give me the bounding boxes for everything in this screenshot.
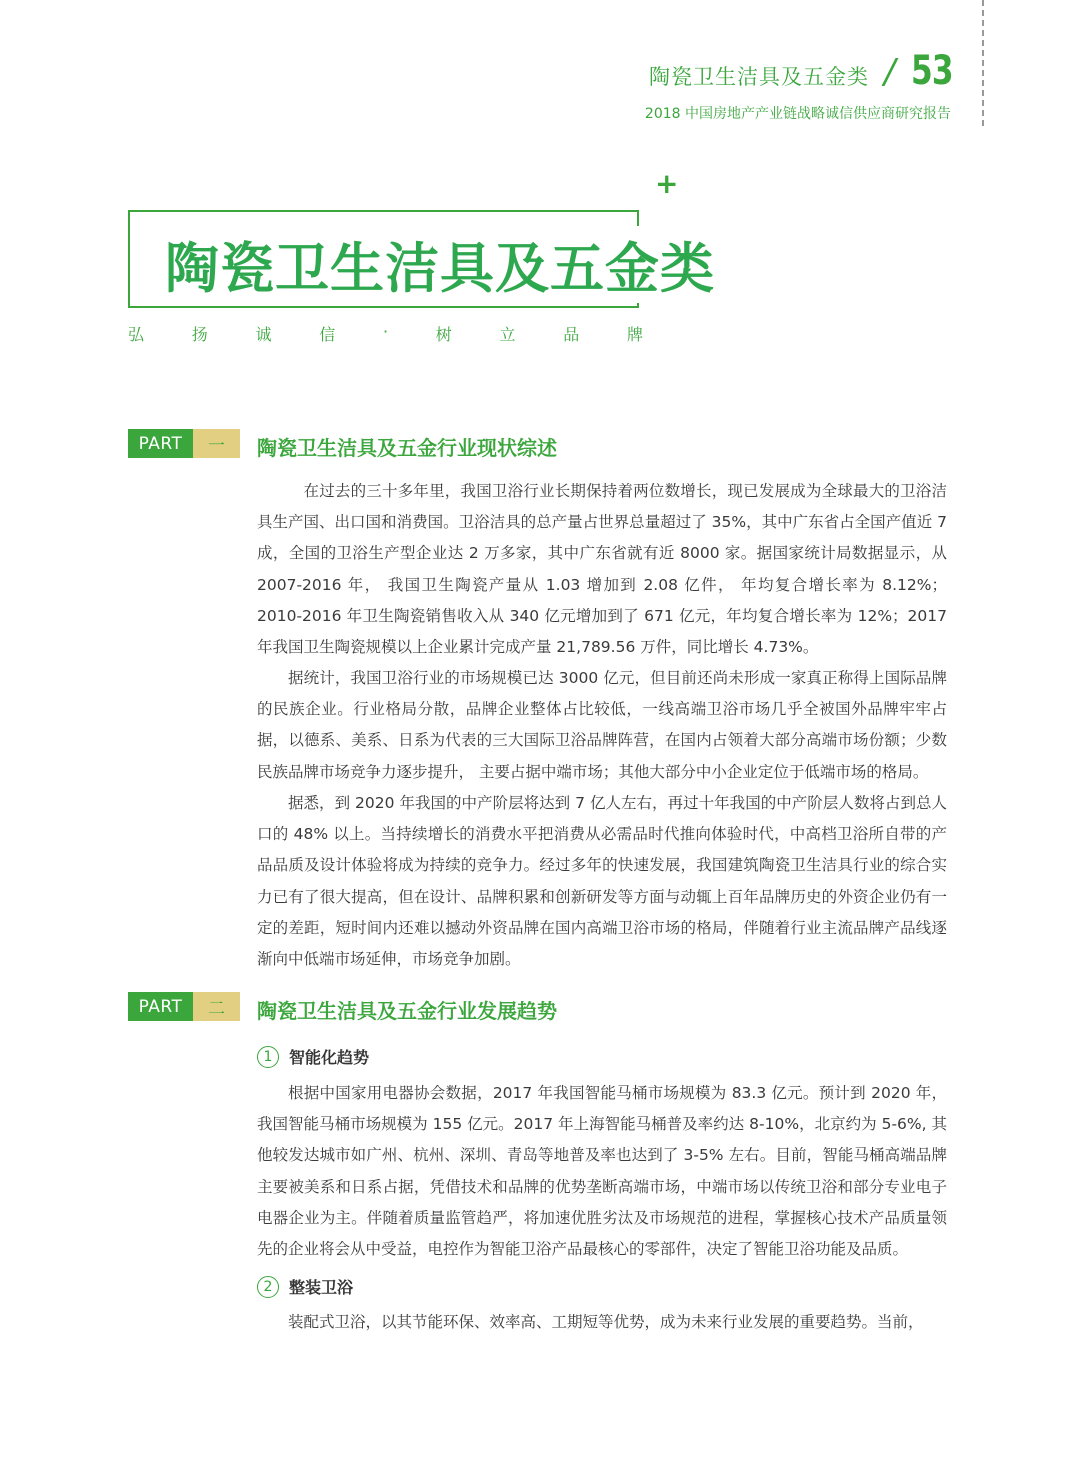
section-title-1: 陶瓷卫生洁具及五金行业现状综述 bbox=[257, 436, 557, 460]
part-number: 一 bbox=[193, 429, 240, 458]
paragraph: 根据中国家用电器协会数据，2017 年我国智能马桶市场规模为 83.3 亿元。预计到 2020 年，我国智能马桶市场规模为 155 亿元。2017 年上海智能马桶普及率约达 8-10%，北京约为 5-6%, 其他较发达城市如广州、杭州、深圳、青岛等地普及率也达到了 3-5% 左右。目前，智能马桶高端品牌主要被美系和日系占据，凭借技术和品牌的优势垄断高端市场，中端市场以传统卫浴和部分专业电子电器企业为主。伴随着质量监管趋严，将加速优胜劣汰及市场规范的进程，掌握核心技术产品质量领先的企业将会从中受益，电控作为智能卫浴产品最核心的零部件，决定了智能卫浴功能及品质。 bbox=[257, 1084, 947, 1259]
dashed-divider bbox=[982, 0, 984, 126]
part-label: PART bbox=[128, 992, 193, 1021]
motto-char: 品 bbox=[563, 325, 580, 344]
header-slash: / bbox=[884, 52, 896, 92]
page-number: 53 bbox=[911, 48, 953, 94]
motto-char: 弘 bbox=[128, 325, 145, 344]
motto-char: 扬 bbox=[191, 325, 208, 344]
paragraph: 据悉，到 2020 年我国的中产阶层将达到 7 亿人左右，再过十年我国的中产阶层人数将占到总人口的 48% 以上。当持续增长的消费水平把消费从必需品时代推向体验时代，中高档卫浴所自带的产品品质及设计体验将成为持续的竞争力。经过多年的快速发展，我国建筑陶瓷卫生洁具行业的综合实力已有了很大提高，但在设计、品牌积累和创新研发等方面与动辄上百年品牌历史的外资企业仍有一定的差距，短时间内还难以撼动外资品牌在国内高端卫浴市场的格局，伴随着行业主流品牌产品线逐渐向中低端市场延伸，市场竞争加剧。 bbox=[257, 794, 947, 969]
paragraph: 装配式卫浴，以其节能环保、效率高、工期短等优势，成为未来行业发展的重要趋势。当前， bbox=[288, 1313, 924, 1331]
motto-char: 树 bbox=[435, 325, 452, 344]
paragraph: 据统计，我国卫浴行业的市场规模已达 3000 亿元，但目前还尚未形成一家真正称得上国际品牌的民族企业。行业格局分散，品牌企业整体占比较低，一线高端卫浴市场几乎全被国外品牌牢牢占据，以德系、美系、日系为代表的三大国际卫浴品牌阵营，在国内占领着大部分高端市场份额；少数民族品牌市场竞争力逐步提升， 主要占据中端市场；其他大部分中小企业定位于低端市场的格局。 bbox=[257, 669, 947, 781]
plus-icon: + bbox=[655, 167, 679, 200]
motto-char: · bbox=[382, 322, 389, 341]
header-section-title: 陶瓷卫生洁具及五金类 bbox=[649, 65, 869, 89]
subsection-heading-1 bbox=[257, 1045, 369, 1068]
part-label: PART bbox=[128, 429, 193, 458]
motto bbox=[128, 322, 643, 345]
part-number: 二 bbox=[193, 992, 240, 1021]
report-title: 2018 中国房地产产业链战略诚信供应商研究报告 bbox=[644, 106, 951, 122]
subsection-title: 整装卫浴 bbox=[289, 1278, 354, 1297]
part-badge-1 bbox=[128, 429, 240, 458]
motto-char: 信 bbox=[319, 325, 336, 344]
chapter-title: 陶瓷卫生洁具及五金类 bbox=[165, 226, 719, 303]
paragraph: 在过去的三十多年里，我国卫浴行业长期保持着两位数增长，现已发展成为全球最大的卫浴洁具生产国、出口国和消费国。卫浴洁具的总产量占世界总量超过了 35%，其中广东省占全国产值近 7 成，全国的卫浴生产型企业达 2 万多家，其中广东省就有近 8000 家。据国家统计局数据显示，从 2007-2016 年， 我国卫生陶瓷产量从 1.03 增加到 2.08 亿件， 年均复合增长率为 8.12%； 2010-2016 年卫生陶瓷销售收入从 340 亿元增加到了 671 亿元，年均复合增长率为 12%；2017 年我国卫生陶瓷规模以上企业累计完成产量 21,789.56 万件，同比增长 4.73%。 bbox=[257, 482, 947, 657]
circled-number-icon: 1 bbox=[257, 1046, 279, 1068]
motto-char: 牌 bbox=[626, 325, 643, 344]
part-badge-2 bbox=[128, 992, 240, 1021]
circled-number-icon: 2 bbox=[257, 1276, 279, 1298]
section-title-2: 陶瓷卫生洁具及五金行业发展趋势 bbox=[257, 999, 557, 1023]
motto-char: 诚 bbox=[255, 325, 272, 344]
subsection-heading-2 bbox=[257, 1275, 353, 1298]
motto-char: 立 bbox=[499, 325, 516, 344]
subsection-title: 智能化趋势 bbox=[289, 1048, 370, 1067]
